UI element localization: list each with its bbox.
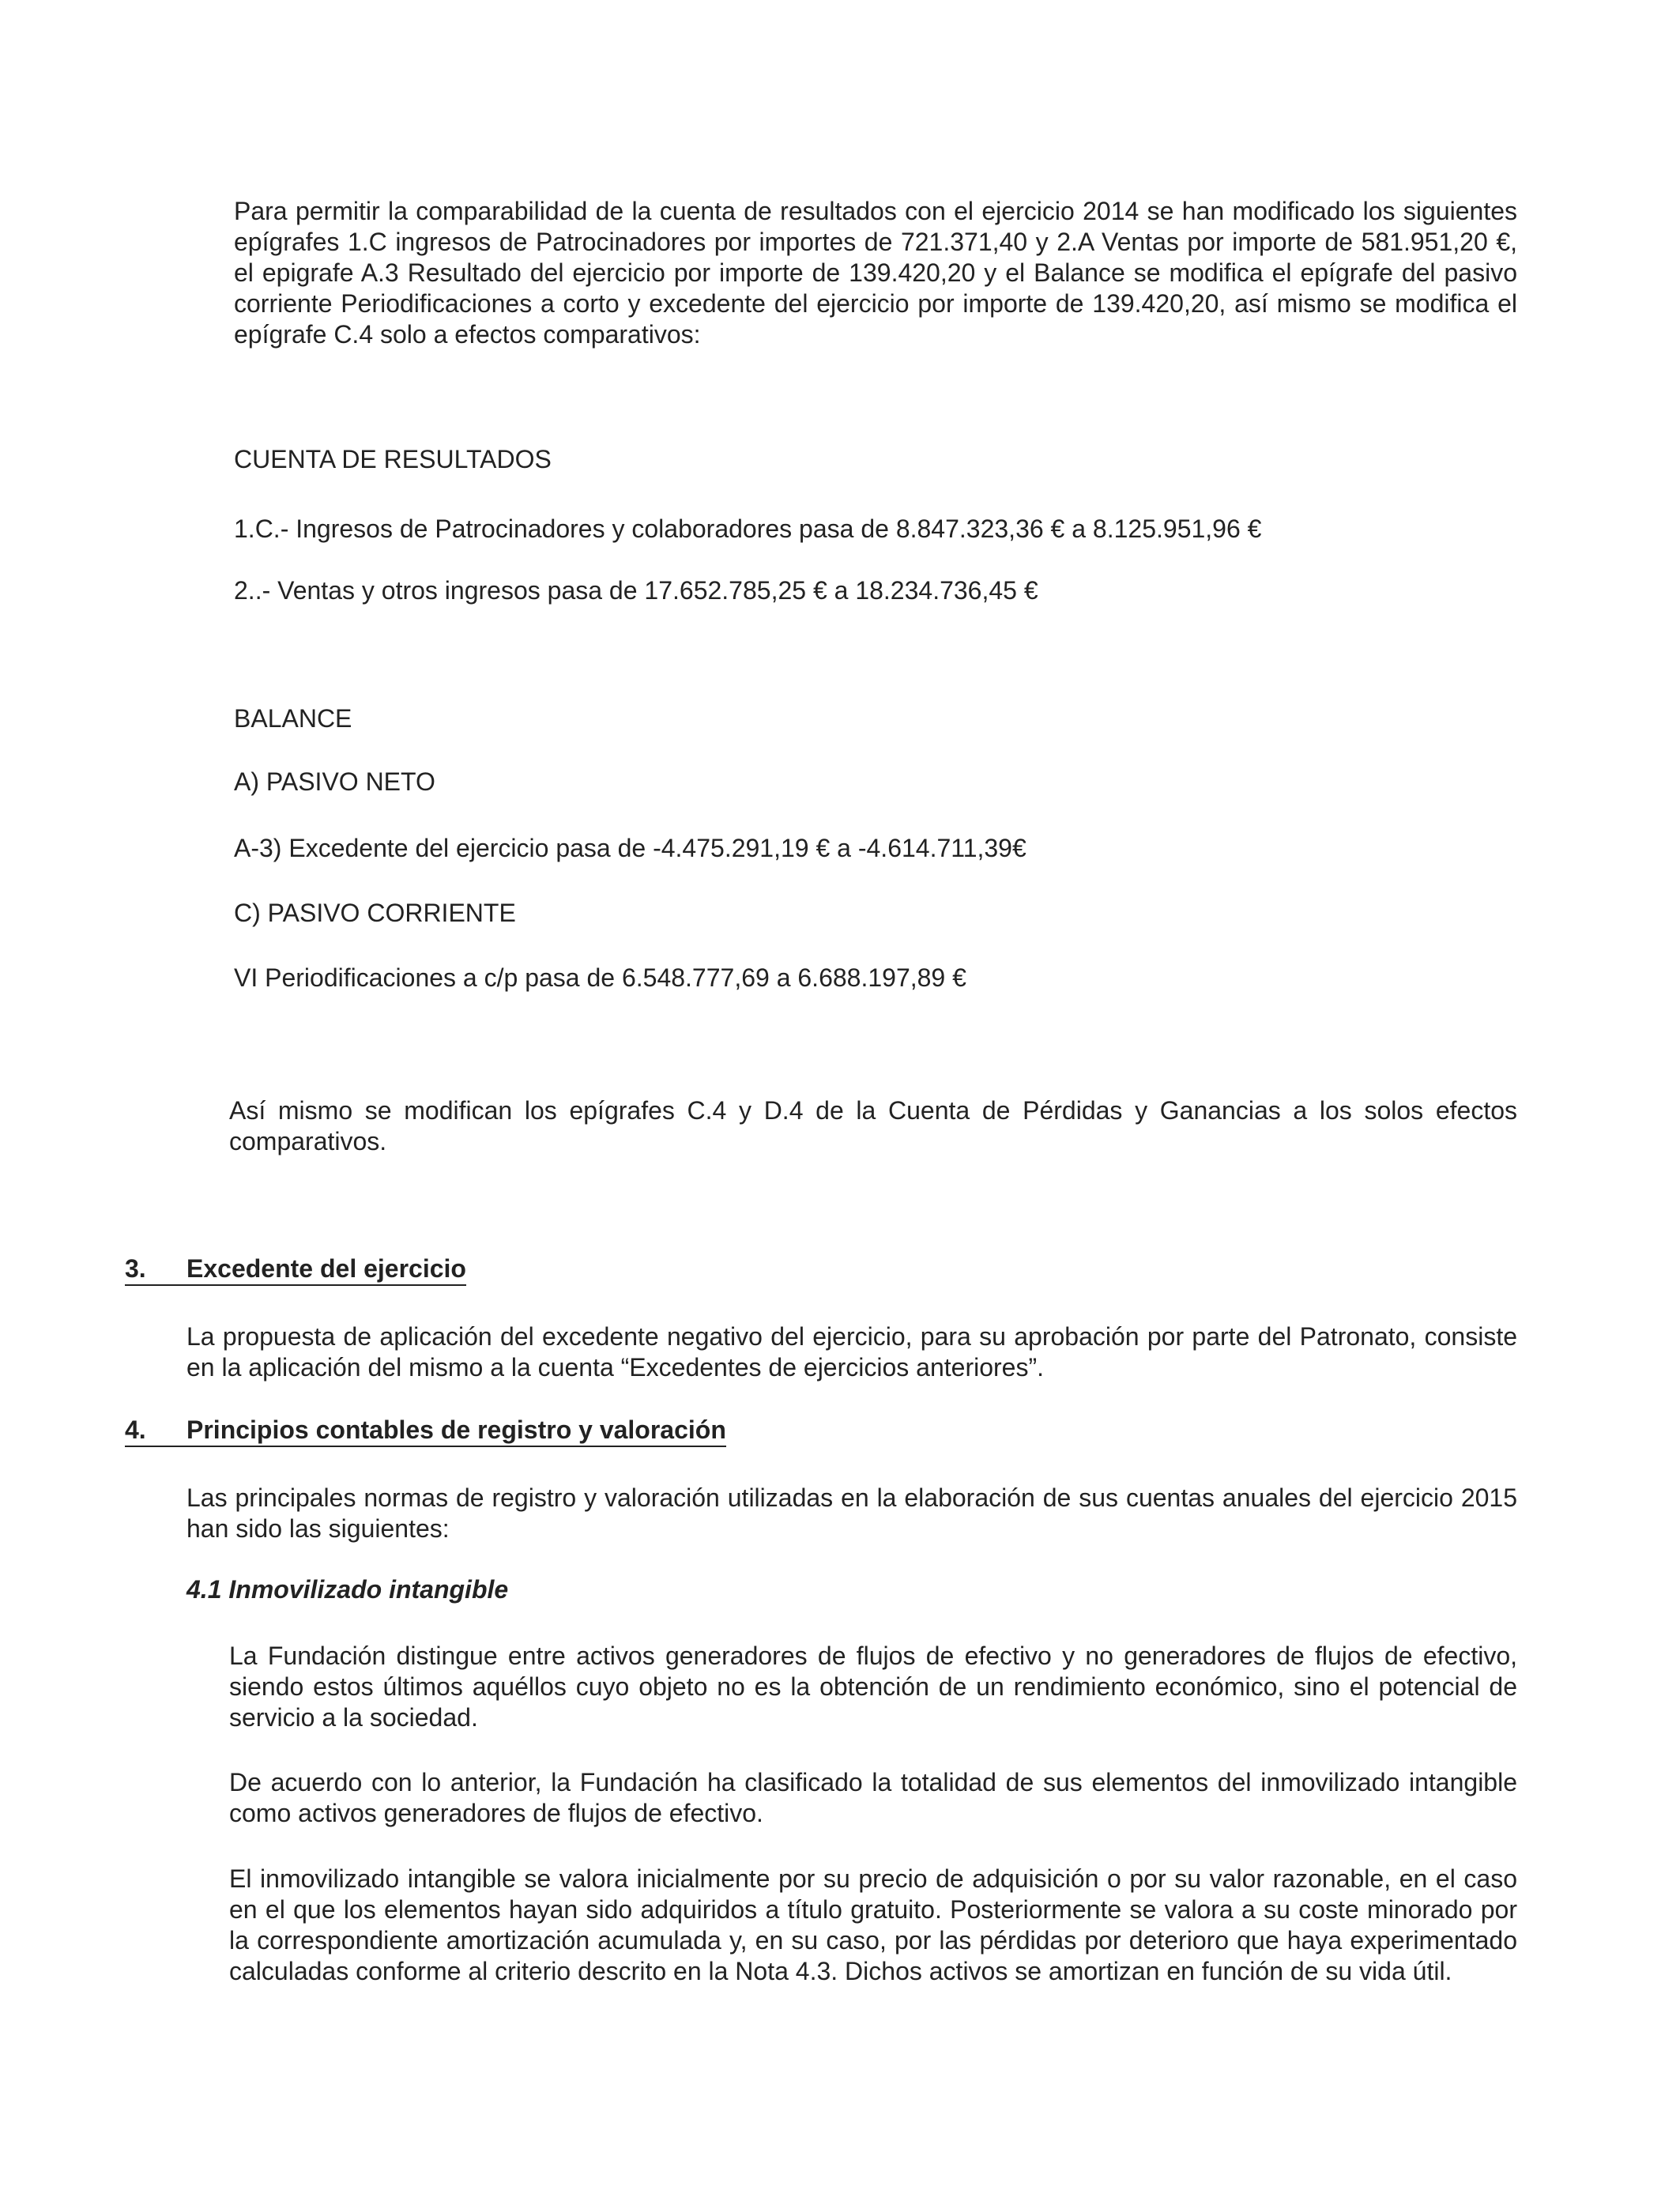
balance-pasivo-neto: A) PASIVO NETO xyxy=(234,767,435,796)
section-3-number: 3. xyxy=(125,1254,146,1283)
section-4-heading xyxy=(125,1415,726,1447)
balance-vi-periodificaciones: VI Periodificaciones a c/p pasa de 6.548.777,69 a 6.688.197,89 € xyxy=(234,963,966,992)
cuenta-resultados-heading: CUENTA DE RESULTADOS xyxy=(234,445,552,473)
section-3-heading xyxy=(125,1253,466,1286)
balance-pasivo-corriente: C) PASIVO CORRIENTE xyxy=(234,899,516,927)
subsection-4-1-paragraph-1: La Fundación distingue entre activos generadores de flujos de efectivo y no generadores de flujos de efectivo, siendo estos últimos aquéllos cuyo objeto no es la obtención de un rendimiento económico, sino el potencial de servicio a la sociedad. xyxy=(229,1642,1517,1732)
balance-heading: BALANCE xyxy=(234,704,352,733)
subsection-4-1-paragraph-2: De acuerdo con lo anterior, la Fundación ha clasificado la totalidad de sus elementos del inmovilizado intangible como activos generadores de flujos de efectivo. xyxy=(229,1768,1517,1827)
cuenta-item-2: 2..- Ventas y otros ingresos pasa de 17.652.785,25 € a 18.234.736,45 € xyxy=(234,576,1038,605)
subsection-4-1-title: 4.1 Inmovilizado intangible xyxy=(186,1575,509,1604)
section-4-title: Principios contables de registro y valoración xyxy=(186,1416,726,1444)
section-4-number: 4. xyxy=(125,1416,146,1444)
balance-a3-excedente: A-3) Excedente del ejercicio pasa de -4.475.291,19 € a -4.614.711,39€ xyxy=(234,834,1026,862)
subsection-4-1-paragraph-3: El inmovilizado intangible se valora inicialmente por su precio de adquisición o por su valor razonable, en el caso en el que los elementos hayan sido adquiridos a título gratuito. Posteriormente se valora a su coste minorado por la correspondiente amortización acumulada y, en su caso, por las pérdidas por deterioro que haya experimentado calculadas conforme al criterio descrito en la Nota 4.3. Dichos activos se amortizan en función de su vida útil. xyxy=(229,1864,1517,1985)
asimismo-paragraph: Así mismo se modifican los epígrafes C.4 y D.4 de la Cuenta de Pérdidas y Ganancias a los solos efectos comparativos. xyxy=(229,1096,1517,1155)
section-3-title: Excedente del ejercicio xyxy=(186,1254,466,1283)
intro-paragraph: Para permitir la comparabilidad de la cuenta de resultados con el ejercicio 2014 se han modificado los siguientes epígrafes 1.C ingresos de Patrocinadores por importes de 721.371,40 y 2.A Ventas por importe de 581.951,20 €, el epigrafe A.3 Resultado del ejercicio por importe de 139.420,20 y el Balance se modifica el epígrafe del pasivo corriente Periodificaciones a corto y excedente del ejercicio por importe de 139.420,20, así mismo se modifica el epígrafe C.4 solo a efectos comparativos: xyxy=(234,197,1517,349)
cuenta-item-1c: 1.C.- Ingresos de Patrocinadores y colaboradores pasa de 8.847.323,36 € a 8.125.951,96 € xyxy=(234,515,1262,543)
section-4-paragraph: Las principales normas de registro y valoración utilizadas en la elaboración de sus cuentas anuales del ejercicio 2015 han sido las siguientes: xyxy=(186,1483,1517,1543)
section-3-paragraph: La propuesta de aplicación del excedente negativo del ejercicio, para su aprobación por parte del Patronato, consiste en la aplicación del mismo a la cuenta “Excedentes de ejercicios anteriores”. xyxy=(186,1322,1517,1382)
